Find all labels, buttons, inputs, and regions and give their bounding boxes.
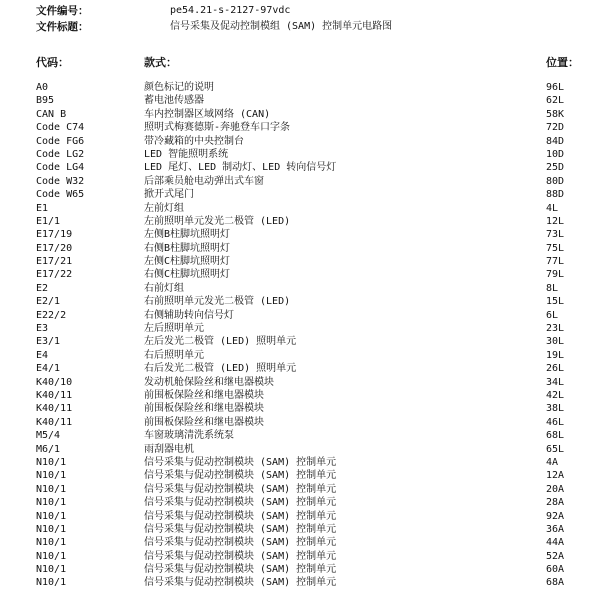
row-position: 38L	[546, 403, 565, 415]
table-row	[0, 376, 601, 389]
table-row	[0, 469, 601, 482]
row-code: A0	[36, 82, 49, 93]
table-row	[0, 268, 601, 281]
document-number-label: 文件编号：	[36, 5, 89, 17]
row-position: 23L	[546, 323, 565, 335]
table-row	[0, 510, 601, 523]
row-description: 左前灯组	[144, 202, 184, 214]
row-position: 62L	[546, 95, 565, 107]
table-row	[0, 496, 601, 509]
row-position: 60A	[546, 564, 565, 576]
row-description: 前围板保险丝和继电器模块	[144, 389, 264, 401]
table-row	[0, 202, 601, 215]
row-code: K40/10	[36, 376, 73, 388]
row-code: CAN B	[36, 108, 67, 120]
row-position: 34L	[546, 376, 565, 388]
document-title-label: 文件标题：	[36, 21, 89, 33]
row-description: 带冷藏箱的中央控制台	[144, 135, 244, 147]
row-description: 信号采集与促动控制模块 (SAM) 控制单元	[144, 497, 337, 509]
row-position: 88D	[546, 189, 565, 201]
row-description: 右后发光二极管 (LED) 照明单元	[144, 363, 297, 375]
row-position: 4L	[546, 202, 559, 214]
row-description: 雨刮器电机	[144, 443, 194, 455]
row-description: 右侧C柱脚坑照明灯	[144, 269, 231, 281]
row-code: Code LG2	[36, 148, 85, 160]
table-row	[0, 349, 601, 362]
row-code: E4	[36, 349, 49, 361]
row-position: 36A	[546, 523, 565, 535]
row-position: 72D	[546, 122, 565, 134]
row-description: 右前照明单元发光二极管 (LED)	[144, 296, 291, 308]
row-description: 信号采集与促动控制模块 (SAM) 控制单元	[144, 537, 337, 549]
row-position: 25D	[546, 162, 565, 174]
row-description: 掀开式尾门	[144, 189, 194, 201]
row-code: E1/1	[36, 215, 61, 227]
row-code: N10/1	[36, 510, 67, 522]
row-code: Code LG4	[36, 162, 85, 174]
table-row	[0, 309, 601, 322]
table-row	[0, 108, 601, 121]
table-row	[0, 135, 601, 148]
table-row	[0, 215, 601, 228]
row-code: N10/1	[36, 537, 67, 549]
row-position: 19L	[546, 349, 565, 361]
table-row	[0, 255, 601, 268]
row-description: 左前照明单元发光二极管 (LED)	[144, 215, 291, 227]
table-row	[0, 335, 601, 348]
row-position: 42L	[546, 389, 565, 401]
row-position: 10D	[546, 148, 565, 160]
table-row	[0, 322, 601, 335]
row-position: 75L	[546, 242, 565, 254]
row-description: 左侧C柱脚坑照明灯	[144, 256, 231, 268]
table-row	[0, 416, 601, 429]
code-column-header: 代码：	[36, 56, 69, 69]
row-position: 79L	[546, 269, 565, 281]
row-position: 68L	[546, 430, 565, 442]
row-code: K40/11	[36, 403, 73, 415]
row-code: K40/11	[36, 416, 73, 428]
row-description: 信号采集与促动控制模块 (SAM) 控制单元	[144, 577, 337, 589]
row-code: N10/1	[36, 523, 67, 535]
row-description: 左侧B柱脚坑照明灯	[144, 229, 231, 241]
row-code: Code C74	[36, 122, 85, 134]
row-code: E17/22	[36, 269, 73, 281]
row-position: 44A	[546, 537, 565, 549]
row-description: 信号采集与促动控制模块 (SAM) 控制单元	[144, 510, 337, 522]
table-row	[0, 295, 601, 308]
row-code: N10/1	[36, 577, 67, 589]
table-row	[0, 282, 601, 295]
row-code: N10/1	[36, 564, 67, 576]
table-row	[0, 402, 601, 415]
row-code: E1	[36, 202, 49, 214]
row-position: 65L	[546, 443, 565, 455]
row-code: E17/21	[36, 256, 73, 268]
table-row	[0, 94, 601, 107]
row-position: 15L	[546, 296, 565, 308]
row-description: 右侧辅助转向信号灯	[144, 309, 234, 321]
table-row	[0, 563, 601, 576]
row-description: 右后照明单元	[144, 349, 204, 361]
row-description: 右前灯组	[144, 282, 184, 294]
row-code: N10/1	[36, 550, 67, 562]
table-row	[0, 576, 601, 589]
row-description: 蓄电池传感器	[144, 95, 204, 107]
row-description: 信号采集与促动控制模块 (SAM) 控制单元	[144, 564, 337, 576]
position-column-header: 位置：	[546, 56, 579, 69]
row-description: LED 智能照明系统	[144, 148, 229, 160]
row-description: 左后照明单元	[144, 323, 204, 335]
table-row	[0, 536, 601, 549]
document-number-value: pe54.21-s-2127-97vdc	[170, 5, 291, 16]
row-description: LED 尾灯、LED 制动灯、LED 转向信号灯	[144, 162, 337, 174]
row-position: 73L	[546, 229, 565, 241]
table-row	[0, 161, 601, 174]
row-position: 92A	[546, 510, 565, 522]
component-table	[0, 81, 601, 590]
row-code: N10/1	[36, 456, 67, 468]
row-position: 6L	[546, 309, 559, 321]
row-description: 发动机舱保险丝和继电器模块	[144, 376, 274, 388]
row-description: 前围板保险丝和继电器模块	[144, 416, 264, 428]
table-row	[0, 523, 601, 536]
row-code: E3	[36, 323, 49, 335]
row-code: E22/2	[36, 309, 67, 321]
table-row	[0, 121, 601, 134]
row-code: E3/1	[36, 336, 61, 348]
table-row	[0, 175, 601, 188]
row-code: E4/1	[36, 363, 61, 375]
row-position: 68A	[546, 577, 565, 589]
table-row	[0, 188, 601, 201]
row-position: 46L	[546, 416, 565, 428]
row-code: N10/1	[36, 483, 67, 495]
row-code: B95	[36, 95, 55, 107]
table-row	[0, 81, 601, 94]
description-column-header: 款式：	[144, 56, 177, 69]
row-description: 前围板保险丝和继电器模块	[144, 403, 264, 415]
row-code: E17/19	[36, 229, 73, 241]
row-code: E17/20	[36, 242, 73, 254]
document-title-value: 信号采集及促动控制模组 (SAM) 控制单元电路图	[170, 21, 393, 32]
table-row	[0, 550, 601, 563]
table-row	[0, 456, 601, 469]
row-description: 信号采集与促动控制模块 (SAM) 控制单元	[144, 456, 337, 468]
row-description: 颜色标记的说明	[144, 82, 214, 93]
row-position: 20A	[546, 483, 565, 495]
row-code: K40/11	[36, 389, 73, 401]
row-position: 12A	[546, 470, 565, 482]
row-description: 信号采集与促动控制模块 (SAM) 控制单元	[144, 523, 337, 535]
table-row	[0, 228, 601, 241]
row-position: 12L	[546, 215, 565, 227]
row-position: 26L	[546, 363, 565, 375]
row-position: 58K	[546, 108, 565, 120]
table-row	[0, 389, 601, 402]
row-code: Code W32	[36, 175, 85, 187]
row-position: 28A	[546, 497, 565, 509]
row-description: 右侧B柱脚坑照明灯	[144, 242, 231, 254]
row-position: 84D	[546, 135, 565, 147]
row-description: 信号采集与促动控制模块 (SAM) 控制单元	[144, 550, 337, 562]
table-row	[0, 429, 601, 442]
table-row	[0, 242, 601, 255]
row-code: N10/1	[36, 470, 67, 482]
row-position: 30L	[546, 336, 565, 348]
row-position: 80D	[546, 175, 565, 187]
row-description: 照明式梅赛德斯-奔驰登车口字条	[144, 122, 291, 134]
row-code: E2	[36, 282, 49, 294]
row-code: Code W65	[36, 189, 85, 201]
table-row	[0, 443, 601, 456]
table-row	[0, 362, 601, 375]
row-description: 后部乘员舱电动弹出式车窗	[144, 175, 264, 187]
row-code: Code FG6	[36, 135, 85, 147]
row-code: M5/4	[36, 430, 61, 442]
row-code: N10/1	[36, 497, 67, 509]
row-description: 左后发光二极管 (LED) 照明单元	[144, 336, 297, 348]
row-code: M6/1	[36, 443, 61, 455]
row-code: E2/1	[36, 296, 61, 308]
row-description: 车窗玻璃清洗系统泵	[144, 430, 234, 442]
row-description: 信号采集与促动控制模块 (SAM) 控制单元	[144, 483, 337, 495]
row-description: 信号采集与促动控制模块 (SAM) 控制单元	[144, 470, 337, 482]
row-position: 77L	[546, 256, 565, 268]
table-row	[0, 483, 601, 496]
table-row	[0, 148, 601, 161]
row-description: 车内控制器区域网络 (CAN)	[144, 108, 271, 120]
row-position: 52A	[546, 550, 565, 562]
row-position: 8L	[546, 282, 559, 294]
row-position: 4A	[546, 456, 559, 468]
row-position: 96L	[546, 82, 565, 93]
